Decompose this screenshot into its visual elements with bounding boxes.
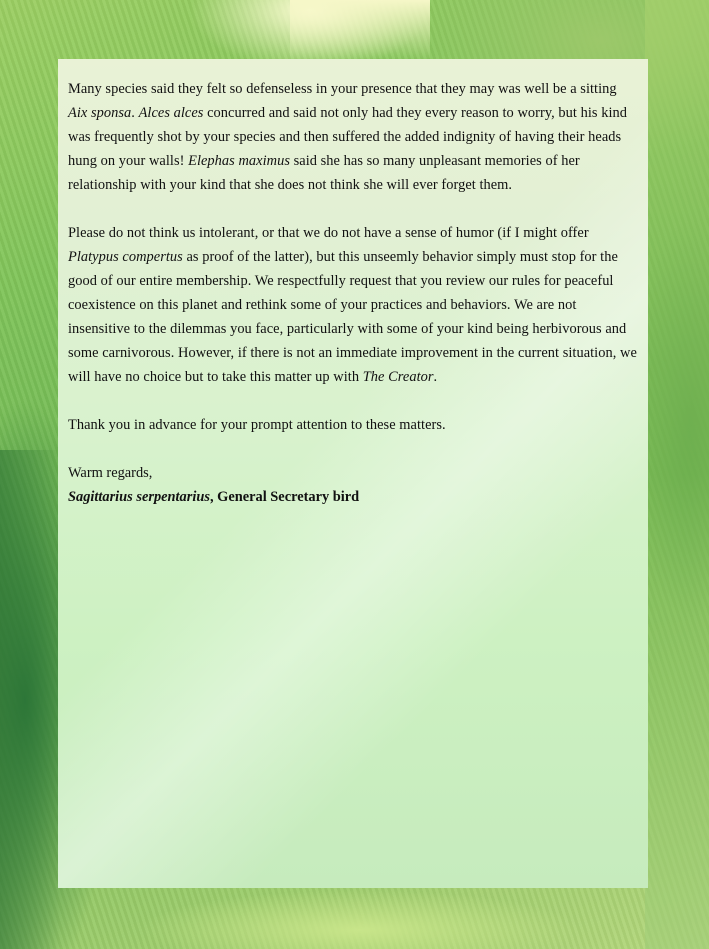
letter-panel	[58, 59, 648, 888]
letter-paragraph-2: Please do not think us intolerant, or that we do not have a sense of humor (if I might offer Platypus compertus as proof of the latter), but this unseemly behavior simply must stop for the good of our entire membership. We respectfully request that you review our rules for peaceful coexistence on this planet and rethink some of your practices and behaviors. We are not insensitive to the dilemmas you face, particularly with some of your kind being herbivorous and some carnivorous. However, if there is not an immediate improvement in the current situation, we will have no choice but to take this matter up with The Creator.	[68, 225, 637, 385]
letter-paragraph-3: Thank you in advance for your prompt attention to these matters.	[68, 417, 446, 433]
species-name-elephas-maximus: Elephas maximus	[188, 153, 290, 169]
signature-title: , General Secretary bird	[209, 489, 360, 505]
background-highlight	[290, 0, 430, 60]
background-shadow	[0, 450, 60, 949]
signature-name: Sagittarius serpentarius	[68, 489, 210, 505]
letter-signature	[68, 485, 638, 509]
letter-paragraph-1: Many species said they felt so defenseless in your presence that they may was well be a sitting Aix sponsa. Alces alces concurred and said not only had they every reason to worry, but his kind was frequently shot by your species and then suffered the added indignity of having their heads hung on your walls! Elephas maximus said she has so many unpleasant memories of her relationship with your kind that she does not think she will ever forget them.	[68, 81, 627, 193]
species-name-platypus-compertus: Platypus compertus	[68, 249, 183, 265]
species-name-alces-alces: Alces alces	[138, 105, 204, 121]
background-right-edge	[645, 0, 709, 949]
letter-closing: Warm regards,	[68, 465, 153, 481]
species-name-aix-sponsa: Aix sponsa	[68, 105, 132, 121]
the-creator: The Creator	[362, 369, 434, 385]
